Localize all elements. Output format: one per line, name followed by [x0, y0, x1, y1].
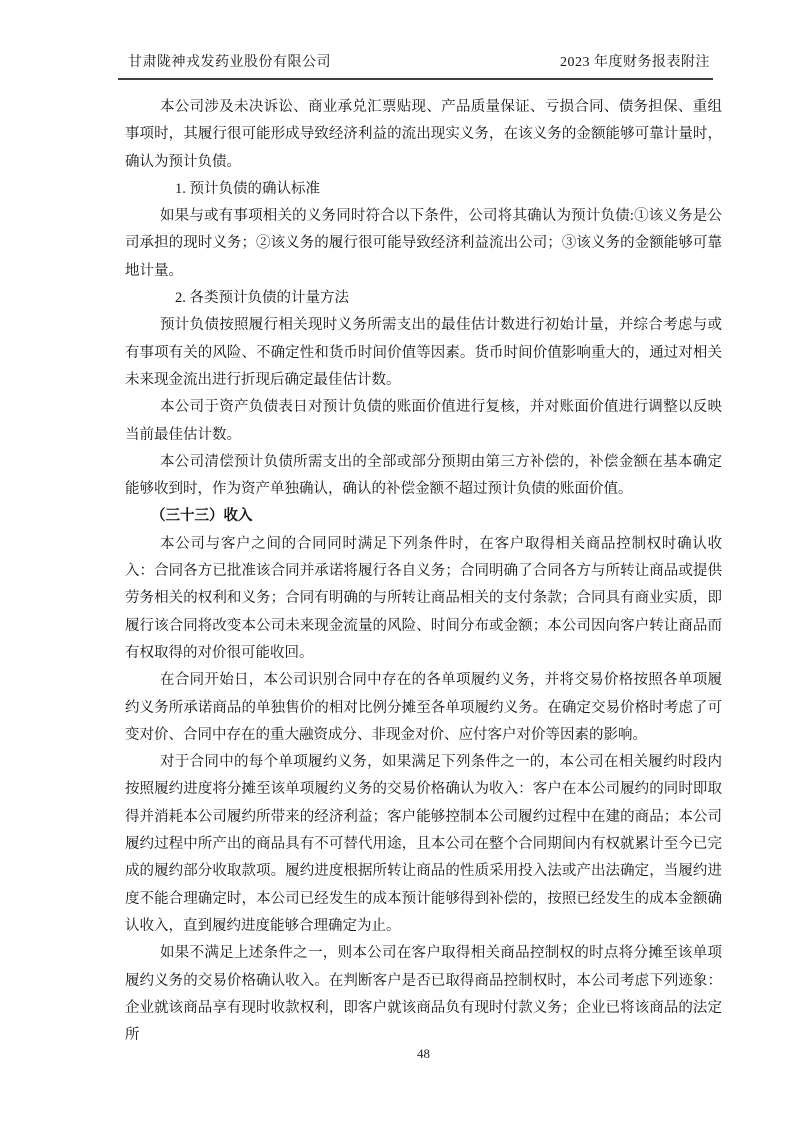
- paragraph-revenue-conditions: 本公司与客户之间的合同同时满足下列条件时，在客户取得相关商品控制权时确认收入：合同各方已批准该合同并承诺将履行各自义务；合同明确了合同各方与所转让商品或提供劳务相关的权利和义务；合同有明确的与所转让商品相关的支付条款；合同具有商业实质，即履行该合同将改变本公司未来现金流量的风险、时间分布或金额；本公司因向客户转让商品而有权取得的对价很可能收回。: [125, 535, 722, 661]
- header-doc-title: 2023 年度财务报表附注: [560, 55, 710, 70]
- numbered-item-heading-2: 2. 各类预计负债的计量方法: [175, 290, 349, 307]
- header-company-name: 甘肃陇神戎发药业股份有限公司: [128, 55, 331, 70]
- document-body: [125, 94, 722, 1049]
- page-header: [118, 51, 713, 80]
- paragraph-control-transfer: 如果不满足上述条件之一，则本公司在客户取得相关商品控制权的时点将分摊至该单项履约义务的交易价格确认收入。在判断客户是否已取得商品控制权时，本公司考虑下列迹象：企业就该商品享有现时收款权利，即客户就该商品负有现时付款义务；企业已将该商品的法定所: [125, 945, 722, 1044]
- section-heading-revenue: （三十三）收入: [151, 508, 253, 525]
- paragraph-third-party-compensation: 本公司清偿预计负债所需支出的全部或部分预期由第三方补偿的，补偿金额在基本确定能够收到时，作为资产单独确认，确认的补偿金额不超过预计负债的账面价值。: [125, 453, 722, 498]
- paragraph-contract-start-date: 在合同开始日，本公司识别合同中存在的各单项履约义务，并将交易价格按照各单项履约义务所承诺商品的单独售价的相对比例分摊至各单项履约义务。在确定交易价格时考虑了可变对价、合同中存在的重大融资成分、非现金对价、应付客户对价等因素的影响。: [125, 672, 722, 743]
- paragraph-provisions-recognition: 本公司涉及未决诉讼、商业承兑汇票贴现、产品质量保证、亏损合同、债务担保、重组事项时，其履行很可能形成导致经济利益的流出现实义务，在该义务的金额能够可靠计量时，确认为预计负债。: [125, 99, 722, 170]
- page-number: 48: [417, 1046, 430, 1061]
- paragraph-measurement-method: 预计负债按照履行相关现时义务所需支出的最佳估计数进行初始计量，并综合考虑与或有事项有关的风险、不确定性和货币时间价值等因素。货币时间价值影响重大的，通过对相关未来现金流出进行折现后确定最佳估计数。: [125, 317, 722, 388]
- paragraph-balance-sheet-review: 本公司于资产负债表日对预计负债的账面价值进行复核，并对账面价值进行调整以反映当前最佳估计数。: [125, 399, 722, 443]
- page-footer: [125, 1046, 722, 1062]
- paragraph-recognition-criteria: 如果与或有事项相关的义务同时符合以下条件，公司将其确认为预计负债:①该义务是公司承担的现时义务；②该义务的履行很可能导致经济利益流出公司；③该义务的金额能够可靠地计量。: [125, 208, 722, 279]
- paragraph-performance-obligation: 对于合同中的每个单项履约义务，如果满足下列条件之一的，本公司在相关履约时段内按照履约进度将分摊至该单项履约义务的交易价格确认为收入：客户在本公司履约的同时即取得并消耗本公司履约所带来的经济利益；客户能够控制本公司履约过程中在建的商品；本公司履约过程中所产出的商品具有不可替代用途，且本公司在整个合同期间内有权就累计至今已完成的履约部分收取款项。履约进度根据所转让商品的性质采用投入法或产出法确定，当履约进度不能合理确定时，本公司已经发生的成本预计能够得到补偿的，按照已经发生的成本金额确认收入，直到履约进度能够合理确定为止。: [125, 754, 722, 934]
- numbered-item-heading-1: 1. 预计负债的确认标准: [175, 180, 320, 197]
